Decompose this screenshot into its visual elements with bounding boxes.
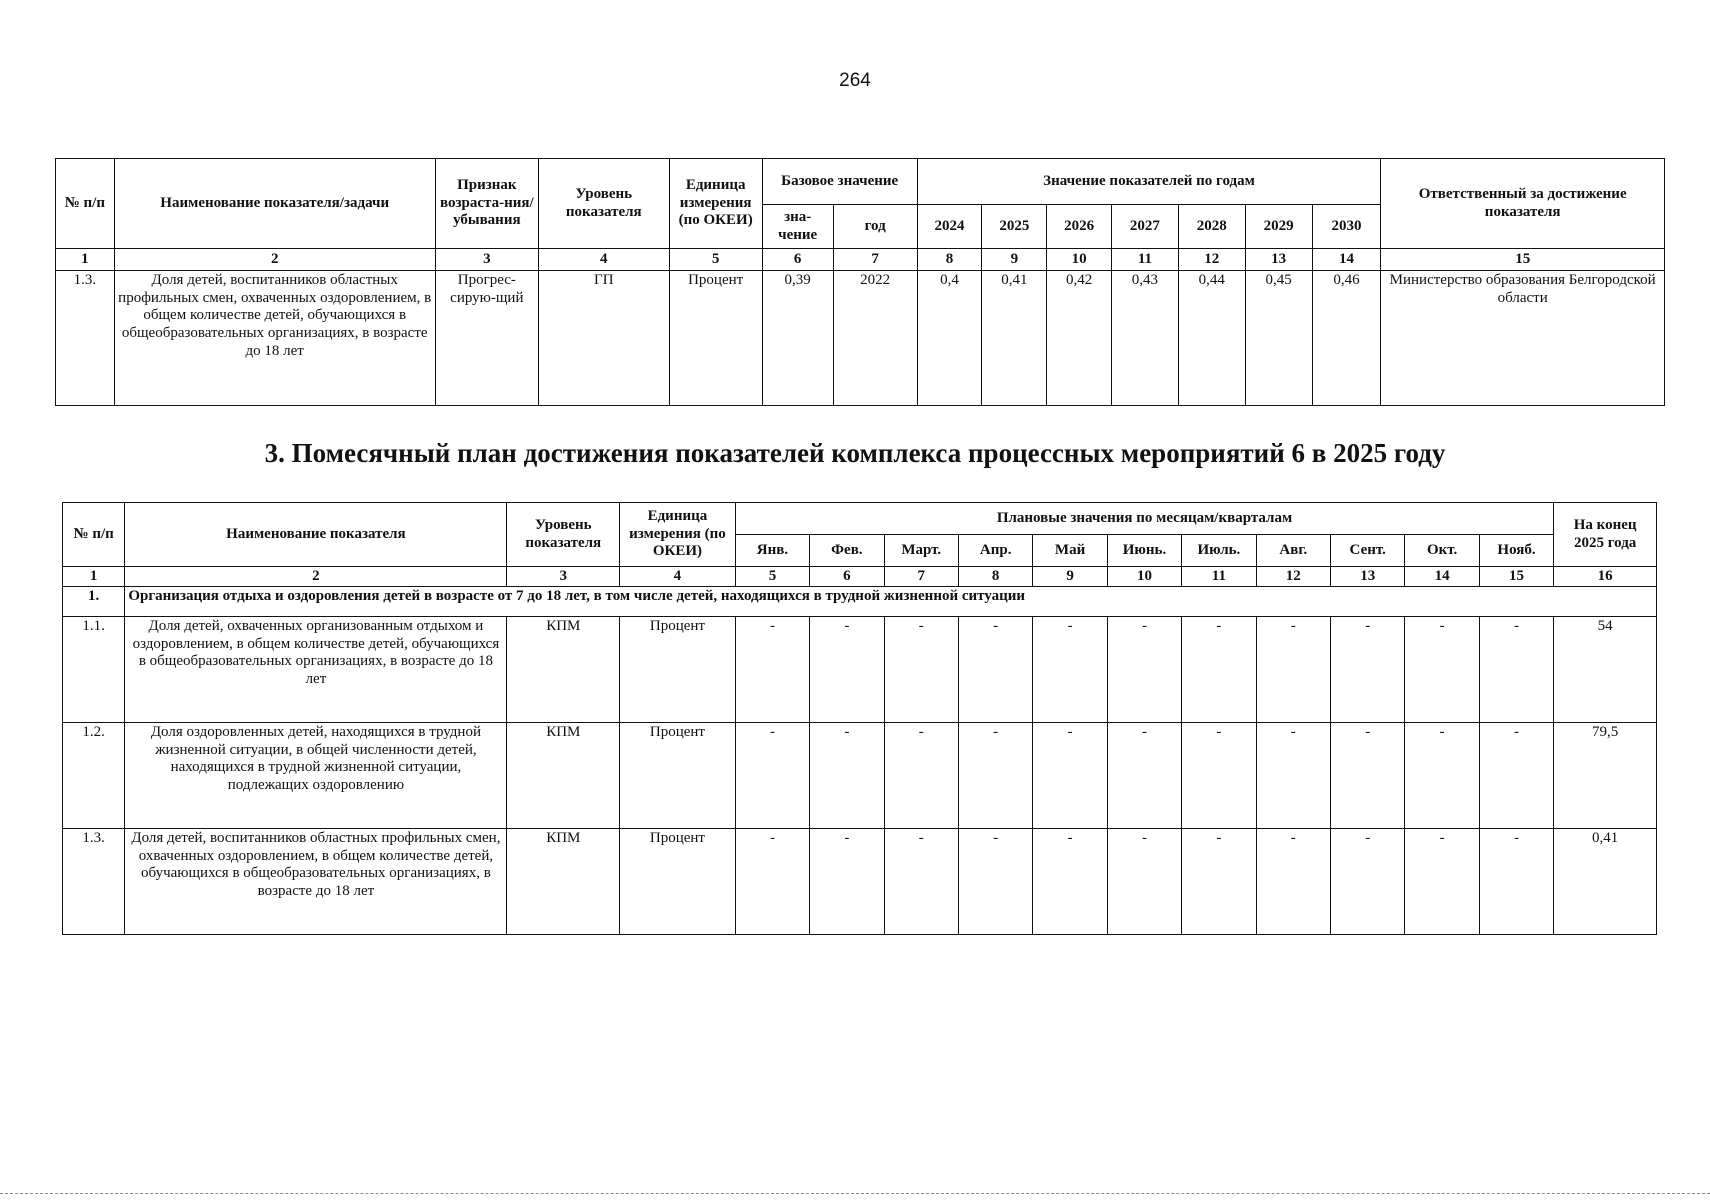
row-name: Доля детей, охваченных организованным отдыхом и оздоровлением, в общем количестве детей, обучающихся в общеобразовательных организациях, в возрасте до 18 лет bbox=[125, 617, 507, 723]
column-number: 11 bbox=[1182, 567, 1256, 587]
month-value: - bbox=[884, 829, 958, 935]
col-header-responsible: Ответственный за достижение показателя bbox=[1381, 159, 1665, 249]
row-level: КПМ bbox=[507, 723, 620, 829]
month-value: - bbox=[1256, 723, 1330, 829]
row-level: КПМ bbox=[507, 617, 620, 723]
row-unit: Процент bbox=[669, 271, 762, 406]
month-value: - bbox=[1182, 617, 1256, 723]
col-header-num: № п/п bbox=[56, 159, 115, 249]
col-header-level: Уровень показателя bbox=[538, 159, 669, 249]
row-level: ГП bbox=[538, 271, 669, 406]
col-header-month: Авг. bbox=[1256, 535, 1330, 567]
row-value-2029: 0,45 bbox=[1245, 271, 1312, 406]
table-row bbox=[56, 271, 1665, 406]
column-number: 10 bbox=[1107, 567, 1181, 587]
row-unit: Процент bbox=[620, 829, 736, 935]
section-title: 3. Помесячный план достижения показателей комплекса процессных мероприятий 6 в 2025 году bbox=[264, 438, 1446, 468]
col-header-year: 2028 bbox=[1178, 205, 1245, 249]
column-number: 2 bbox=[125, 567, 507, 587]
col-header-name: Наименование показателя bbox=[125, 503, 507, 567]
column-number-row bbox=[63, 567, 1657, 587]
month-value: - bbox=[810, 829, 884, 935]
month-value: - bbox=[810, 723, 884, 829]
row-num: 1.3. bbox=[63, 829, 125, 935]
page-number: 264 bbox=[839, 70, 871, 91]
column-number: 5 bbox=[735, 567, 809, 587]
col-header-year-end: На конец 2025 года bbox=[1554, 503, 1657, 567]
column-number: 5 bbox=[669, 249, 762, 271]
month-value: - bbox=[1405, 723, 1479, 829]
month-value: - bbox=[1033, 829, 1107, 935]
month-value: - bbox=[958, 723, 1032, 829]
row-responsible: Министерство образования Белгородской области bbox=[1381, 271, 1665, 406]
column-number: 6 bbox=[810, 567, 884, 587]
month-value: - bbox=[1033, 617, 1107, 723]
column-number: 2 bbox=[114, 249, 435, 271]
column-number: 9 bbox=[982, 249, 1047, 271]
table-row bbox=[63, 617, 1657, 723]
row-name: Доля детей, воспитанников областных профильных смен, охваченных оздоровлением, в общем количестве детей, обучающихся в общеобразовательных организациях, в возрасте до 18 лет bbox=[114, 271, 435, 406]
col-header-year: 2030 bbox=[1312, 205, 1381, 249]
column-number: 1 bbox=[63, 567, 125, 587]
column-number: 3 bbox=[435, 249, 538, 271]
month-value: - bbox=[884, 723, 958, 829]
col-header-year: 2024 bbox=[917, 205, 982, 249]
column-number: 4 bbox=[538, 249, 669, 271]
column-number: 7 bbox=[884, 567, 958, 587]
month-value: - bbox=[1479, 617, 1553, 723]
col-header-month: Окт. bbox=[1405, 535, 1479, 567]
col-header-month: Май bbox=[1033, 535, 1107, 567]
monthly-plan-table bbox=[62, 502, 1657, 935]
col-header-unit: Единица измерения (по ОКЕИ) bbox=[620, 503, 736, 567]
column-number: 16 bbox=[1554, 567, 1657, 587]
month-value: - bbox=[1182, 829, 1256, 935]
column-number: 6 bbox=[762, 249, 833, 271]
col-header-month: Март. bbox=[884, 535, 958, 567]
col-header-unit: Единица измерения (по ОКЕИ) bbox=[669, 159, 762, 249]
column-number: 8 bbox=[917, 249, 982, 271]
row-level: КПМ bbox=[507, 829, 620, 935]
month-value: - bbox=[1033, 723, 1107, 829]
column-number: 15 bbox=[1479, 567, 1553, 587]
month-value: - bbox=[1107, 829, 1181, 935]
group-num: 1. bbox=[63, 587, 125, 617]
column-number: 12 bbox=[1256, 567, 1330, 587]
row-name: Доля детей, воспитанников областных профильных смен, охваченных оздоровлением, в общем количестве детей, обучающихся в общеобразовательных организациях, в возрасте до 18 лет bbox=[125, 829, 507, 935]
month-value: - bbox=[884, 617, 958, 723]
column-number: 8 bbox=[958, 567, 1032, 587]
month-value: - bbox=[1331, 617, 1405, 723]
month-value: - bbox=[735, 617, 809, 723]
column-number: 14 bbox=[1405, 567, 1479, 587]
col-header-year: 2025 bbox=[982, 205, 1047, 249]
col-header-name: Наименование показателя/задачи bbox=[114, 159, 435, 249]
col-header-plan: Плановые значения по месяцам/кварталам bbox=[735, 503, 1554, 535]
col-header-year: 2027 bbox=[1112, 205, 1179, 249]
row-base-year: 2022 bbox=[833, 271, 917, 406]
month-value: - bbox=[1331, 829, 1405, 935]
col-header-month: Июнь. bbox=[1107, 535, 1181, 567]
column-number: 13 bbox=[1331, 567, 1405, 587]
col-header-base-year: год bbox=[833, 205, 917, 249]
month-value: - bbox=[958, 829, 1032, 935]
column-number: 7 bbox=[833, 249, 917, 271]
column-number: 14 bbox=[1312, 249, 1381, 271]
month-value: - bbox=[1331, 723, 1405, 829]
col-header-values-by-year: Значение показателей по годам bbox=[917, 159, 1381, 205]
month-value: - bbox=[1256, 617, 1330, 723]
group-title: Организация отдыха и оздоровления детей в возрасте от 7 до 18 лет, в том числе детей, находящихся в трудной жизненной ситуации bbox=[125, 587, 1657, 617]
year-end-value: 54 bbox=[1554, 617, 1657, 723]
column-number: 11 bbox=[1112, 249, 1179, 271]
column-number: 13 bbox=[1245, 249, 1312, 271]
col-header-base: Базовое значение bbox=[762, 159, 917, 205]
row-num: 1.1. bbox=[63, 617, 125, 723]
row-value-2028: 0,44 bbox=[1178, 271, 1245, 406]
col-header-year: 2029 bbox=[1245, 205, 1312, 249]
row-num: 1.3. bbox=[56, 271, 115, 406]
scan-artifact-line bbox=[0, 1193, 1710, 1194]
column-number: 10 bbox=[1047, 249, 1112, 271]
month-value: - bbox=[1405, 617, 1479, 723]
month-value: - bbox=[958, 617, 1032, 723]
month-value: - bbox=[735, 829, 809, 935]
row-sign: Прогрес-сирую-щий bbox=[435, 271, 538, 406]
row-unit: Процент bbox=[620, 617, 736, 723]
year-end-value: 79,5 bbox=[1554, 723, 1657, 829]
column-number: 4 bbox=[620, 567, 736, 587]
column-number: 1 bbox=[56, 249, 115, 271]
column-number: 15 bbox=[1381, 249, 1665, 271]
row-name: Доля оздоровленных детей, находящихся в трудной жизненной ситуации, в общей численности детей, находящихся в трудной жизненной ситуации, подлежащих оздоровлению bbox=[125, 723, 507, 829]
col-header-base-value: зна-чение bbox=[762, 205, 833, 249]
row-value-2024: 0,4 bbox=[917, 271, 982, 406]
month-value: - bbox=[1107, 723, 1181, 829]
indicators-by-year-table bbox=[55, 158, 1665, 406]
col-header-sign: Признак возраста-ния/ убывания bbox=[435, 159, 538, 249]
col-header-month: Нояб. bbox=[1479, 535, 1553, 567]
row-value-2026: 0,42 bbox=[1047, 271, 1112, 406]
table-row bbox=[63, 829, 1657, 935]
col-header-month: Июль. bbox=[1182, 535, 1256, 567]
year-end-value: 0,41 bbox=[1554, 829, 1657, 935]
col-header-num: № п/п bbox=[63, 503, 125, 567]
col-header-level: Уровень показателя bbox=[507, 503, 620, 567]
month-value: - bbox=[1256, 829, 1330, 935]
month-value: - bbox=[1479, 723, 1553, 829]
column-number: 3 bbox=[507, 567, 620, 587]
month-value: - bbox=[1182, 723, 1256, 829]
row-value-2025: 0,41 bbox=[982, 271, 1047, 406]
row-unit: Процент bbox=[620, 723, 736, 829]
month-value: - bbox=[1405, 829, 1479, 935]
col-header-year: 2026 bbox=[1047, 205, 1112, 249]
row-base-value: 0,39 bbox=[762, 271, 833, 406]
col-header-month: Янв. bbox=[735, 535, 809, 567]
col-header-month: Фев. bbox=[810, 535, 884, 567]
column-number: 9 bbox=[1033, 567, 1107, 587]
column-number: 12 bbox=[1178, 249, 1245, 271]
column-number-row bbox=[56, 249, 1665, 271]
table-row bbox=[63, 723, 1657, 829]
col-header-month: Сент. bbox=[1331, 535, 1405, 567]
row-value-2027: 0,43 bbox=[1112, 271, 1179, 406]
row-num: 1.2. bbox=[63, 723, 125, 829]
group-row bbox=[63, 587, 1657, 617]
col-header-month: Апр. bbox=[958, 535, 1032, 567]
month-value: - bbox=[1479, 829, 1553, 935]
row-value-2030: 0,46 bbox=[1312, 271, 1381, 406]
month-value: - bbox=[735, 723, 809, 829]
month-value: - bbox=[810, 617, 884, 723]
month-value: - bbox=[1107, 617, 1181, 723]
